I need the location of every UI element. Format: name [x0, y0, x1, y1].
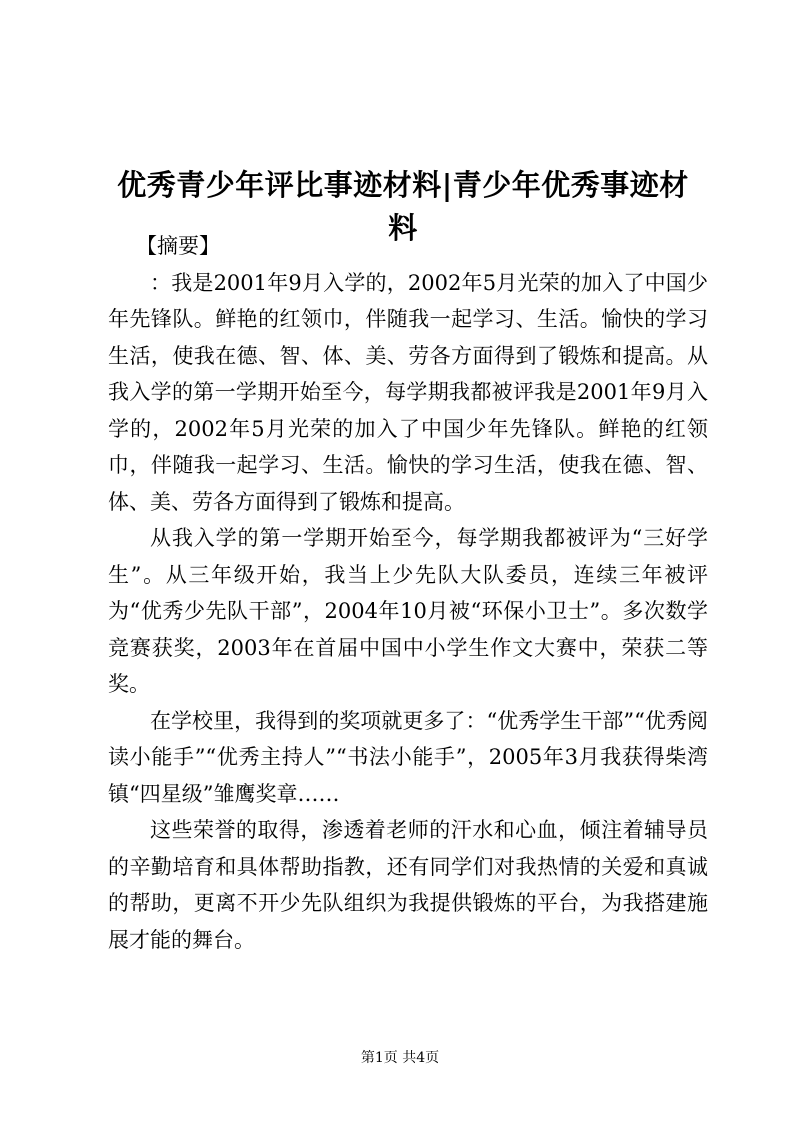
abstract-label: 【摘要】 — [136, 234, 220, 258]
paragraph-honors: 从我入学的第一学期开始至今，每学期我都被评为“三好学生”。从三年级开始，我当上少先队大队委员，连续三年被评为“优秀少先队干部”，2004年10月被“环保小卫士”。多次数学竞赛获奖，2003年在首届中国中小学生作文大赛中，荣获二等奖。 — [108, 526, 708, 696]
paragraph-intro: ：我是2001年9月入学的，2002年5月光荣的加入了中国少年先锋队。鲜艳的红领巾，伴随我一起学习、生活。愉快的学习生活，使我在德、智、体、美、劳各方面得到了锻炼和提高。从我入学的第一学期开始至今，每学期我都被评我是2001年9月入学的，2002年5月光荣的加入了中国少年先锋队。鲜艳的红领巾，伴随我一起学习、生活。愉快的学习生活，使我在德、智、体、美、劳各方面得到了锻炼和提高。 — [108, 270, 708, 514]
paragraph-awards: 在学校里，我得到的奖项就更多了：“优秀学生干部”“优秀阅读小能手”“优秀主持人”“书法小能手”，2005年3月我获得柴湾镇“四星级”雏鹰奖章…… — [108, 708, 708, 806]
document-body — [108, 228, 708, 958]
paragraph-thanks: 这些荣誉的取得，渗透着老师的汗水和心血，倾注着辅导员的辛勤培育和具体帮助指教，还有同学们对我热情的关爱和真诚的帮助，更离不开少先队组织为我提供锻炼的平台，为我搭建施展才能的舞台。 — [108, 818, 708, 952]
document-title: 优秀青少年评比事迹材料|青少年优秀事迹材料 — [117, 168, 689, 246]
page-footer: 第1页 共4页 — [360, 1050, 440, 1066]
